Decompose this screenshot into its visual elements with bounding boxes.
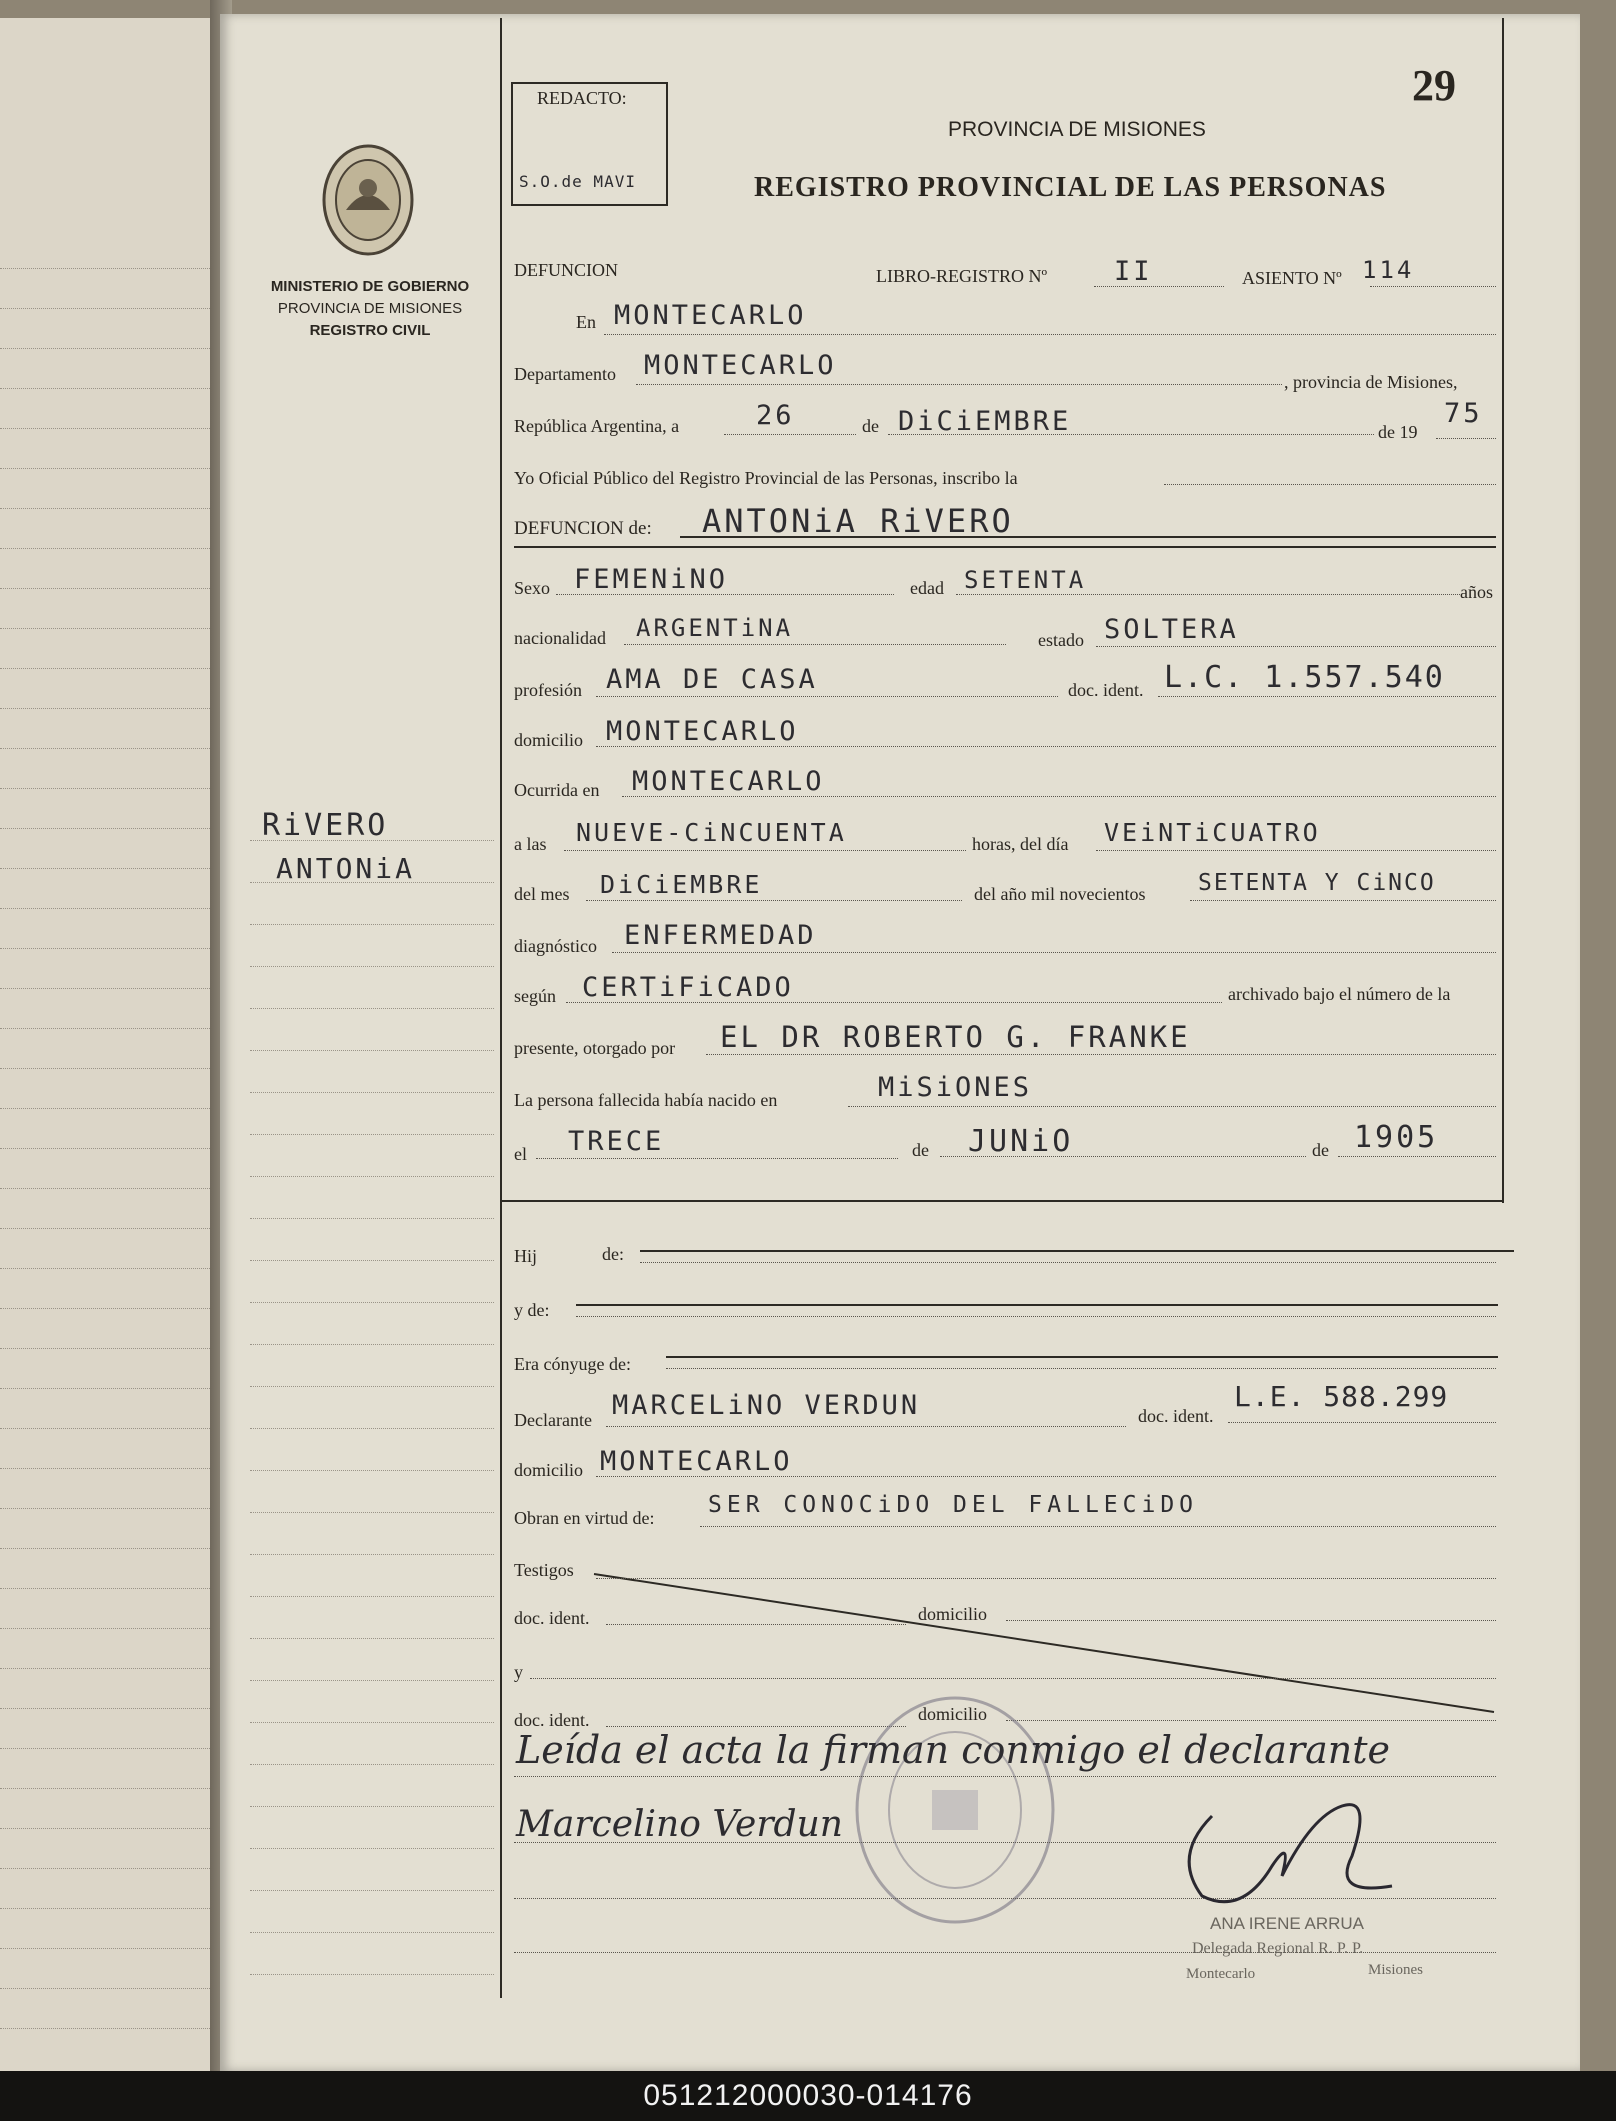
ruled-line (0, 1988, 214, 1989)
margin-ruled-line (250, 1554, 494, 1555)
margin-ruled-line (250, 1890, 494, 1891)
officer-title: Delegada Regional R. P. P. (1192, 1940, 1364, 1957)
ruled-line (0, 1268, 214, 1269)
hijo-de-label: de: (602, 1244, 624, 1264)
testigos-dom2: domicilio (918, 1704, 987, 1724)
nacionalidad-label: nacionalidad (514, 628, 606, 648)
departamento-value: MONTECARLO (644, 350, 837, 381)
ruled-line (0, 748, 214, 749)
ruled-line (0, 668, 214, 669)
margin-note-line1: RiVERO (262, 808, 389, 843)
fallecido-value: ANTONiA RiVERO (702, 502, 1014, 540)
libro-value: II (1114, 256, 1153, 287)
edad-value: SETENTA (964, 566, 1087, 594)
margin-ruled-line (250, 1848, 494, 1849)
ministry-header (250, 276, 490, 342)
ruled-line (0, 468, 214, 469)
delano-label: del año mil novecientos (974, 884, 1146, 904)
left-page (0, 18, 214, 2071)
margin-ruled-line (250, 1176, 494, 1177)
asiento-label: ASIENTO Nº (1242, 268, 1342, 288)
ruled-line (0, 1748, 214, 1749)
diagnostico-label: diagnóstico (514, 936, 597, 956)
ruled-line (0, 1948, 214, 1949)
margin-ruled-line (250, 1050, 494, 1051)
margin-ruled-line (250, 1008, 494, 1009)
anos-label: años (1460, 582, 1493, 602)
de19-label: de 19 (1378, 422, 1418, 442)
republica-label: República Argentina, a (514, 416, 680, 436)
ruled-line (0, 1828, 214, 1829)
departamento-label: Departamento (514, 364, 616, 384)
ruled-line (0, 1908, 214, 1909)
officer-city: Montecarlo (1186, 1966, 1256, 1982)
obran-value: SER CONOCiDO DEL FALLECiDO (708, 1492, 1199, 1518)
archivado-label: archivado bajo el número de la (1228, 984, 1451, 1004)
testigos-doc2: doc. ident. (514, 1710, 590, 1730)
declarante-label: Declarante (514, 1410, 592, 1430)
testigos-dom1: domicilio (918, 1604, 987, 1624)
alas-label: a las (514, 834, 547, 854)
margin-ruled-line (250, 1512, 494, 1513)
margin-ruled-line (250, 1470, 494, 1471)
registry-title: REGISTRO PROVINCIAL DE LAS PERSONAS (754, 172, 1387, 203)
ruled-line (0, 1868, 214, 1869)
asiento-value: 114 (1362, 256, 1415, 284)
officer-name: ANA IRENE ARRUA (1210, 1914, 1364, 1933)
section-divider (502, 1200, 1504, 1202)
declarante-domicilio-label: domicilio (514, 1460, 583, 1480)
ruled-line (0, 1028, 214, 1029)
ruled-line (0, 348, 214, 349)
ruled-line (0, 1068, 214, 1069)
en-value: MONTECARLO (614, 300, 807, 331)
margin-ruled-line (250, 1932, 494, 1933)
ruled-line (0, 1708, 214, 1709)
libro-label: LIBRO-REGISTRO Nº (876, 266, 1048, 286)
declarante-doc-value: L.E. 588.299 (1234, 1380, 1449, 1413)
en-label: En (576, 312, 596, 332)
officer-prov: Misiones (1368, 1962, 1424, 1978)
el-label: el (514, 1144, 527, 1164)
margin-ruled-line (250, 1428, 494, 1429)
doc-label: doc. ident. (1068, 680, 1144, 700)
margin-ruled-line (250, 1764, 494, 1765)
ruled-line (0, 788, 214, 789)
margin-ruled-line (250, 1638, 494, 1639)
testigos-label: Testigos (514, 1560, 574, 1580)
province-seal-icon (318, 140, 418, 260)
declarante-value: MARCELiNO VERDUN (612, 1390, 921, 1421)
closing-text: Leída el acta la firman conmigo el declarante (516, 1728, 1391, 1772)
ruled-line (0, 628, 214, 629)
nacido-label: La persona fallecida había nacido en (514, 1090, 778, 1110)
ruled-line (0, 948, 214, 949)
margin-ruled-line (250, 1134, 494, 1135)
ruled-line (0, 1788, 214, 1789)
horas-label: horas, del día (972, 834, 1069, 854)
obran-label: Obran en virtud de: (514, 1508, 655, 1528)
margin-ruled-line (250, 1974, 494, 1975)
nacido-value: MiSiONES (878, 1072, 1033, 1103)
presente-value: EL DR ROBERTO G. FRANKE (720, 1020, 1191, 1054)
delmes-value: DiCiEMBRE (600, 870, 763, 899)
conyuge-label: Era cónyuge de: (514, 1354, 631, 1374)
ruled-line (0, 1548, 214, 1549)
ruled-line (0, 988, 214, 989)
domicilio-value: MONTECARLO (606, 716, 799, 747)
ruled-line (0, 548, 214, 549)
footer-code: 051212000030-014176 (0, 2071, 1616, 2121)
ruled-line (0, 1148, 214, 1149)
sexo-value: FEMENiNO (574, 564, 729, 595)
ruled-line (0, 508, 214, 509)
profesion-label: profesión (514, 680, 582, 700)
margin-ruled-line (250, 1722, 494, 1723)
ruled-line (0, 308, 214, 309)
testigos-doc1: doc. ident. (514, 1608, 590, 1628)
ruled-line (0, 428, 214, 429)
redacto-value: S.O.de MAVI (519, 172, 636, 191)
anio-nac-value: 1905 (1354, 1120, 1439, 1155)
de-label: de (862, 416, 879, 436)
doc-value: L.C. 1.557.540 (1164, 660, 1445, 695)
margin-note-line2: ANTONiA (276, 852, 416, 885)
ruled-line (0, 908, 214, 909)
right-border (1502, 18, 1504, 1203)
margin-ruled-line (250, 1680, 494, 1681)
declarante-doc-label: doc. ident. (1138, 1406, 1214, 1426)
ruled-line (0, 1108, 214, 1109)
ruled-line (0, 1348, 214, 1349)
de2-label: de (912, 1140, 929, 1160)
domicilio-label: domicilio (514, 730, 583, 750)
ruled-line (0, 2028, 214, 2029)
ruled-line (0, 1628, 214, 1629)
ruled-line (0, 1428, 214, 1429)
hijo-label: Hij (514, 1246, 538, 1266)
margin-ruled-line (250, 1302, 494, 1303)
delmes-label: del mes (514, 884, 570, 904)
ruled-line (0, 868, 214, 869)
redacto-label: REDACTO: (537, 88, 627, 108)
ruled-line (0, 1508, 214, 1509)
dia-fallec-value: VEiNTiCUATRO (1104, 818, 1321, 847)
estado-label: estado (1038, 630, 1084, 650)
ruled-line (0, 1388, 214, 1389)
ruled-line (0, 1468, 214, 1469)
declarante-signature: Marcelino Verdun (516, 1804, 843, 1845)
ruled-line (0, 1228, 214, 1229)
presente-label: presente, otorgado por (514, 1038, 676, 1058)
record-type: DEFUNCION (514, 260, 619, 280)
ruled-line (0, 388, 214, 389)
estado-value: SOLTERA (1104, 614, 1239, 645)
yde-label: y de: (514, 1300, 550, 1320)
province-title: PROVINCIA DE MISIONES (948, 118, 1206, 141)
ruled-line (0, 1668, 214, 1669)
provincia-label: , provincia de Misiones, (1284, 372, 1458, 392)
redacto-box (511, 82, 668, 206)
officer-signature-icon (1172, 1796, 1412, 1916)
segun-value: CERTiFiCADO (582, 972, 794, 1003)
margin-ruled-line (250, 924, 494, 925)
page-number: 29 (1412, 61, 1456, 110)
alas-value: NUEVE-CiNCUENTA (576, 818, 847, 847)
dia-value: 26 (756, 400, 795, 431)
margin-divider (500, 18, 502, 1998)
ocurrida-label: Ocurrida en (514, 780, 600, 800)
oficial-text: Yo Oficial Público del Registro Provincial de las Personas, inscribo la (514, 468, 1018, 488)
delano-value: SETENTA Y CiNCO (1198, 870, 1436, 896)
el-value: TRECE (568, 1126, 665, 1157)
ocurrida-value: MONTECARLO (632, 766, 825, 797)
margin-ruled-line (250, 1344, 494, 1345)
margin-ruled-line (250, 1386, 494, 1387)
ruled-line (0, 1308, 214, 1309)
ministry-line2: PROVINCIA DE MISIONES (277, 300, 463, 317)
de3-label: de (1312, 1140, 1329, 1160)
margin-ruled-line (250, 966, 494, 967)
ministry-line1: MINISTERIO DE GOBIERNO (270, 278, 470, 295)
margin-ruled-line (250, 1596, 494, 1597)
ministry-line3: REGISTRO CIVIL (309, 322, 431, 339)
mes-value: DiCiEMBRE (898, 406, 1072, 437)
ruled-line (0, 828, 214, 829)
defuncion-de-label: DEFUNCION de: (514, 518, 652, 539)
nacionalidad-value: ARGENTiNA (636, 614, 794, 642)
testigos-y: y (514, 1662, 523, 1682)
sexo-label: Sexo (514, 578, 550, 598)
mes-nac-value: JUNiO (968, 1124, 1074, 1159)
ruled-line (0, 1188, 214, 1189)
ruled-line (0, 588, 214, 589)
margin-ruled-line (250, 1806, 494, 1807)
margin-ruled-line (250, 1260, 494, 1261)
ruled-line (0, 1588, 214, 1589)
edad-label: edad (910, 578, 944, 598)
anio-value: 75 (1444, 398, 1483, 429)
profesion-value: AMA DE CASA (606, 664, 818, 695)
margin-ruled-line (250, 1218, 494, 1219)
ruled-line (0, 708, 214, 709)
ruled-line (0, 268, 214, 269)
segun-label: según (514, 986, 556, 1006)
declarante-domicilio-value: MONTECARLO (600, 1446, 793, 1477)
diagnostico-value: ENFERMEDAD (624, 920, 817, 951)
margin-ruled-line (250, 1092, 494, 1093)
